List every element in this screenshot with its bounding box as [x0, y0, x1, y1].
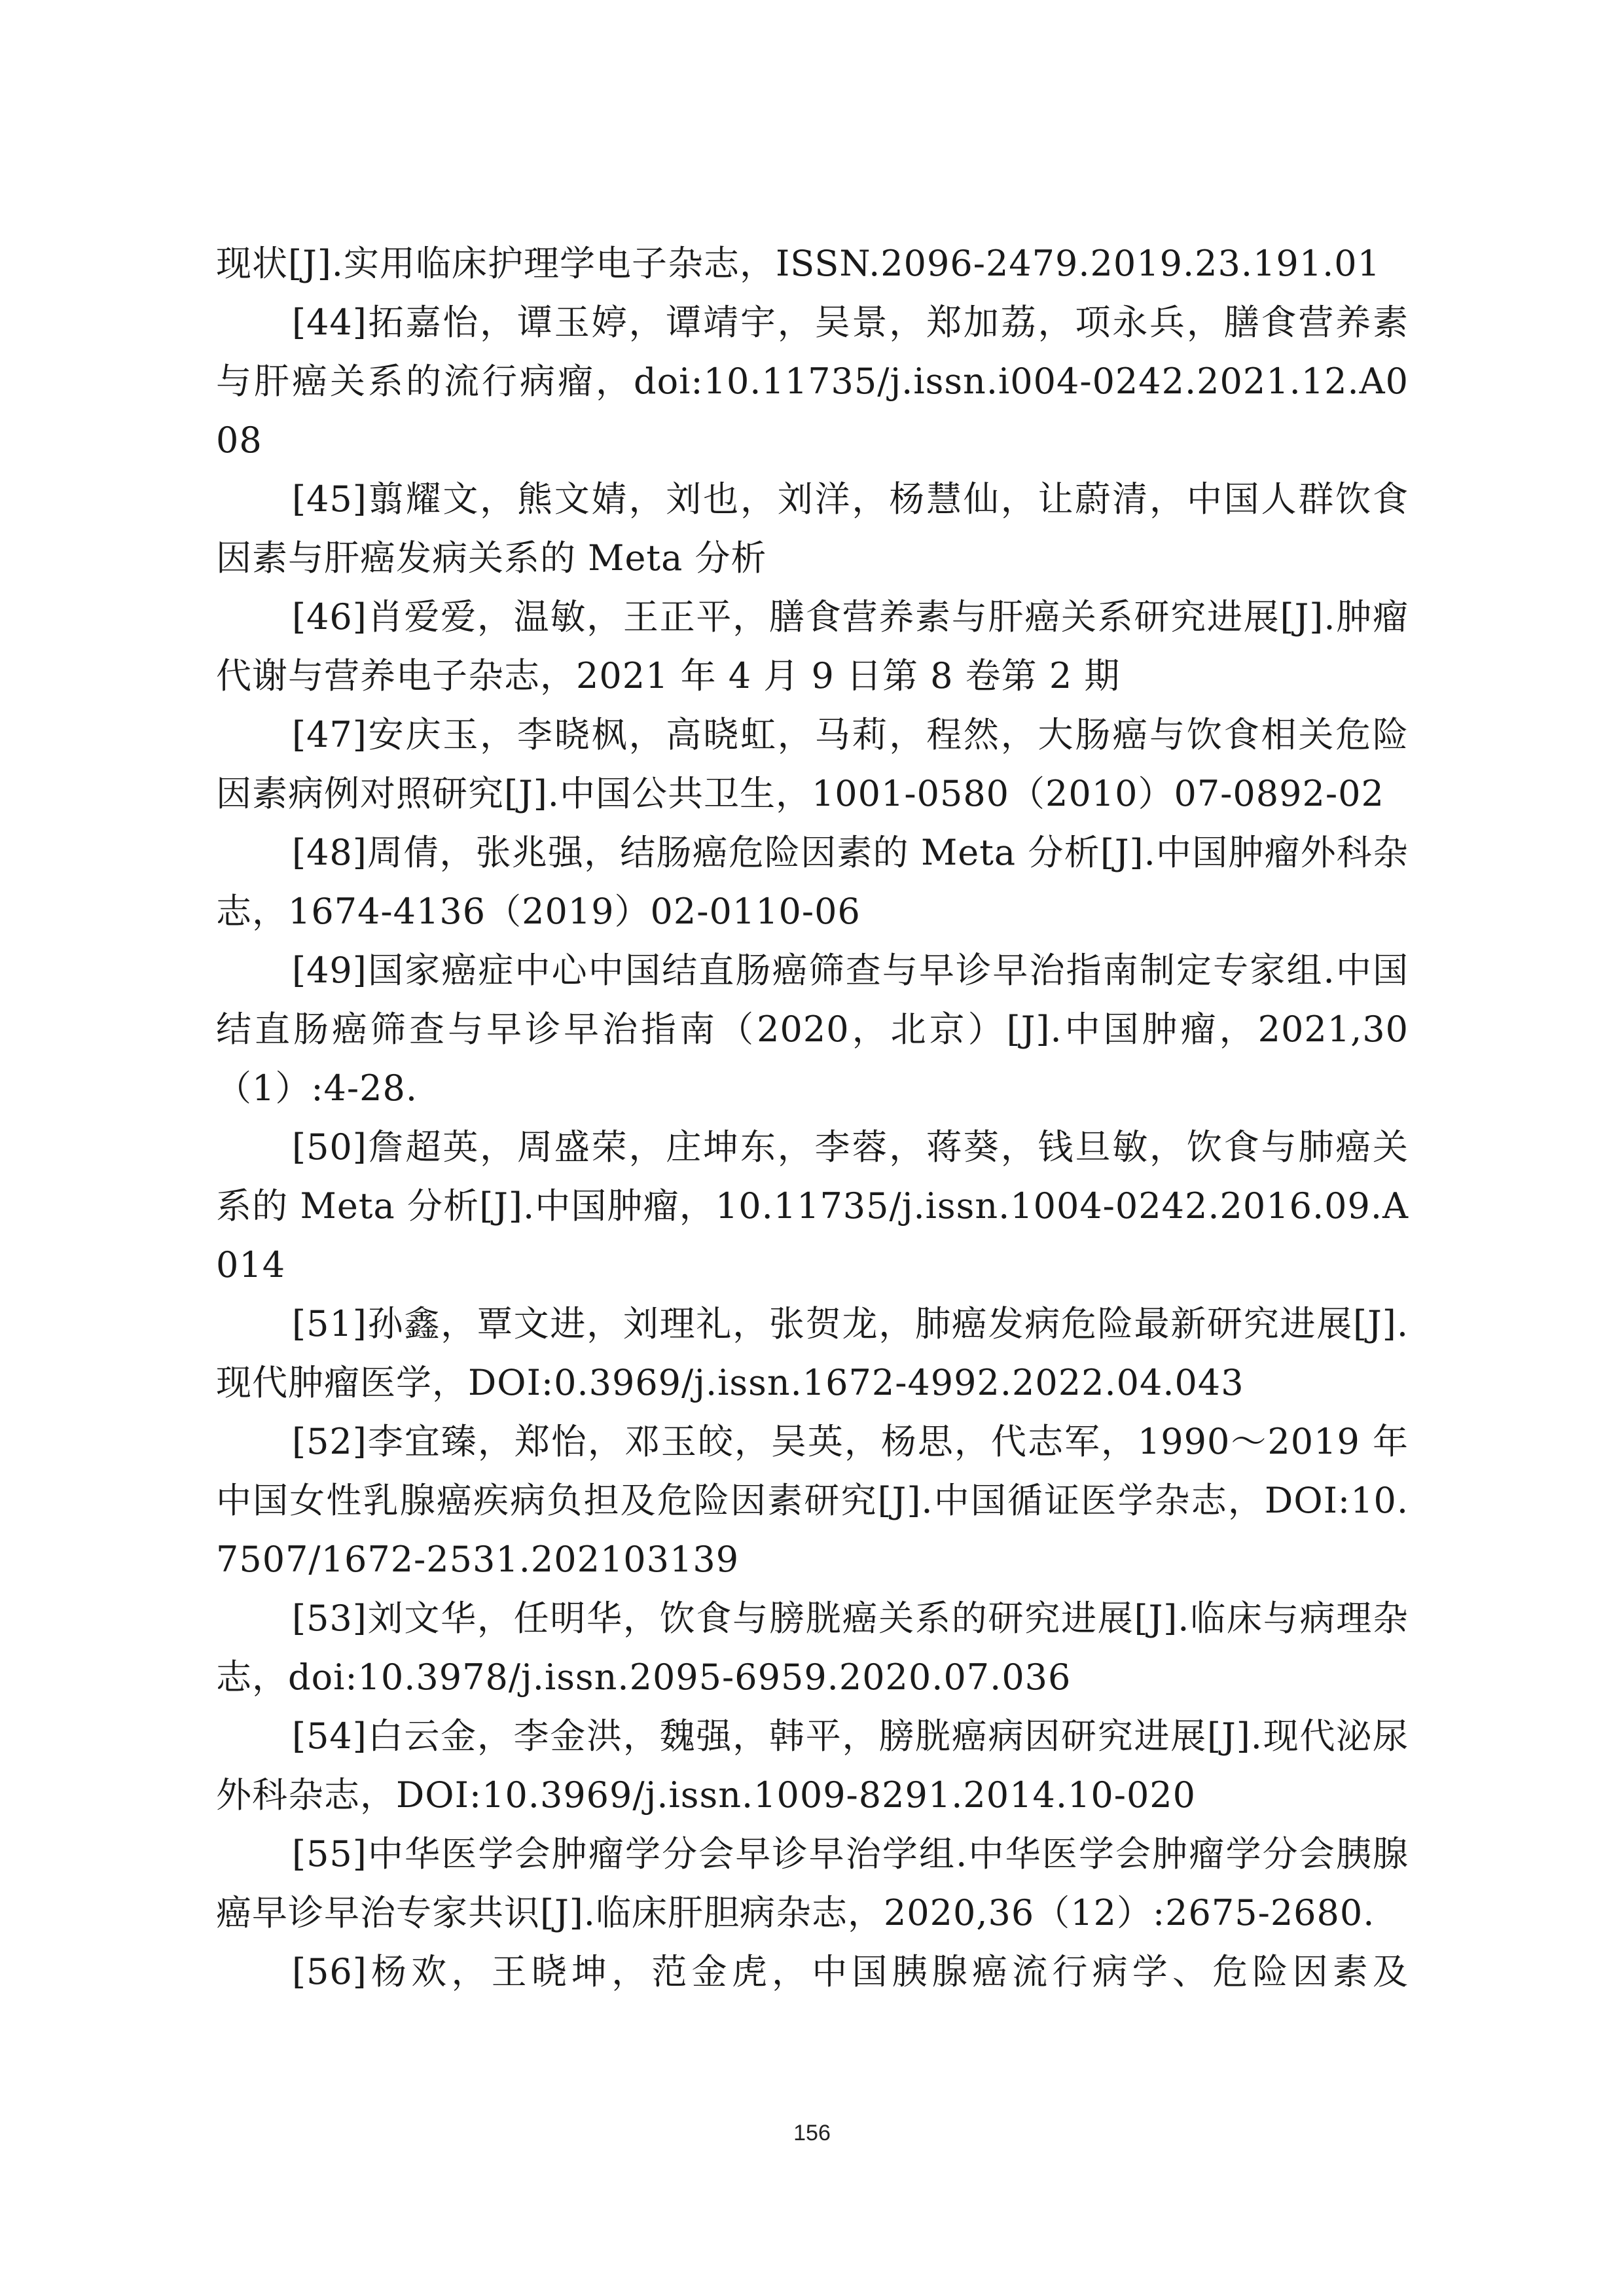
reference-item: [47]安庆玉，李晓枫，高晓虹，马莉，程然，大肠癌与饮食相关危险因素病例对照研究[J].中国公共卫生，1001-0580（2010）07-0892-02	[216, 714, 1409, 814]
reference-item: 现状[J].实用临床护理学电子杂志，ISSN.2096-2479.2019.23.191.01	[216, 243, 1380, 284]
reference-item: [54]白云金，李金洪，魏强，韩平，膀胱癌病因研究进展[J].现代泌尿外科杂志，DOI:10.3969/j.issn.1009-8291.2014.10-020	[216, 1715, 1409, 1816]
reference-item: [48]周倩，张兆强，结肠癌危险因素的 Meta 分析[J].中国肿瘤外科杂志，1674-4136（2019）02-0110-06	[216, 832, 1409, 932]
reference-item: [52]李宜臻，郑怡，邓玉皎，吴英，杨思，代志军，1990～2019 年中国女性乳腺癌疾病负担及危险因素研究[J].中国循证医学杂志，DOI:10.7507/1672-2531.202103139	[216, 1421, 1409, 1580]
reference-list	[216, 234, 1409, 2001]
reference-item: [56]杨欢，王晓坤，范金虎，中国胰腺癌流行病学、危险因素及	[292, 1951, 1409, 1992]
reference-item: [50]詹超英，周盛荣，庄坤东，李蓉，蒋葵，钱旦敏，饮食与肺癌关系的 Meta 分析[J].中国肿瘤，10.11735/j.issn.1004-0242.2016.09.A014	[216, 1126, 1409, 1285]
page-number: 156	[793, 2121, 831, 2145]
reference-item: [51]孙鑫，覃文进，刘理礼，张贺龙，肺癌发病危险最新研究进展[J].现代肿瘤医学，DOI:0.3969/j.issn.1672-4992.2022.04.043	[216, 1303, 1409, 1403]
reference-item: [45]翦耀文，熊文婧，刘也，刘洋，杨慧仙，让蔚清，中国人群饮食因素与肝癌发病关系的 Meta 分析	[216, 478, 1409, 579]
reference-item: [53]刘文华，任明华，饮食与膀胱癌关系的研究进展[J].临床与病理杂志，doi:10.3978/j.issn.2095-6959.2020.07.036	[216, 1598, 1409, 1698]
reference-item: [55]中华医学会肿瘤学分会早诊早治学组.中华医学会肿瘤学分会胰腺癌早诊早治专家共识[J].临床肝胆病杂志，2020,36（12）:2675-2680.	[216, 1833, 1409, 1933]
reference-item: [44]拓嘉怡，谭玉婷，谭靖宇，吴景，郑加荔，项永兵，膳食营养素与肝癌关系的流行病瘤，doi:10.11735/j.issn.i004-0242.2021.12.A008	[216, 302, 1409, 461]
reference-item: [49]国家癌症中心中国结直肠癌筛查与早诊早治指南制定专家组.中国结直肠癌筛查与早诊早治指南（2020，北京）[J].中国肿瘤，2021,30（1）:4-28.	[216, 950, 1409, 1109]
reference-item: [46]肖爱爱，温敏，王正平，膳食营养素与肝癌关系研究进展[J].肿瘤代谢与营养电子杂志，2021 年 4 月 9 日第 8 卷第 2 期	[216, 596, 1409, 696]
